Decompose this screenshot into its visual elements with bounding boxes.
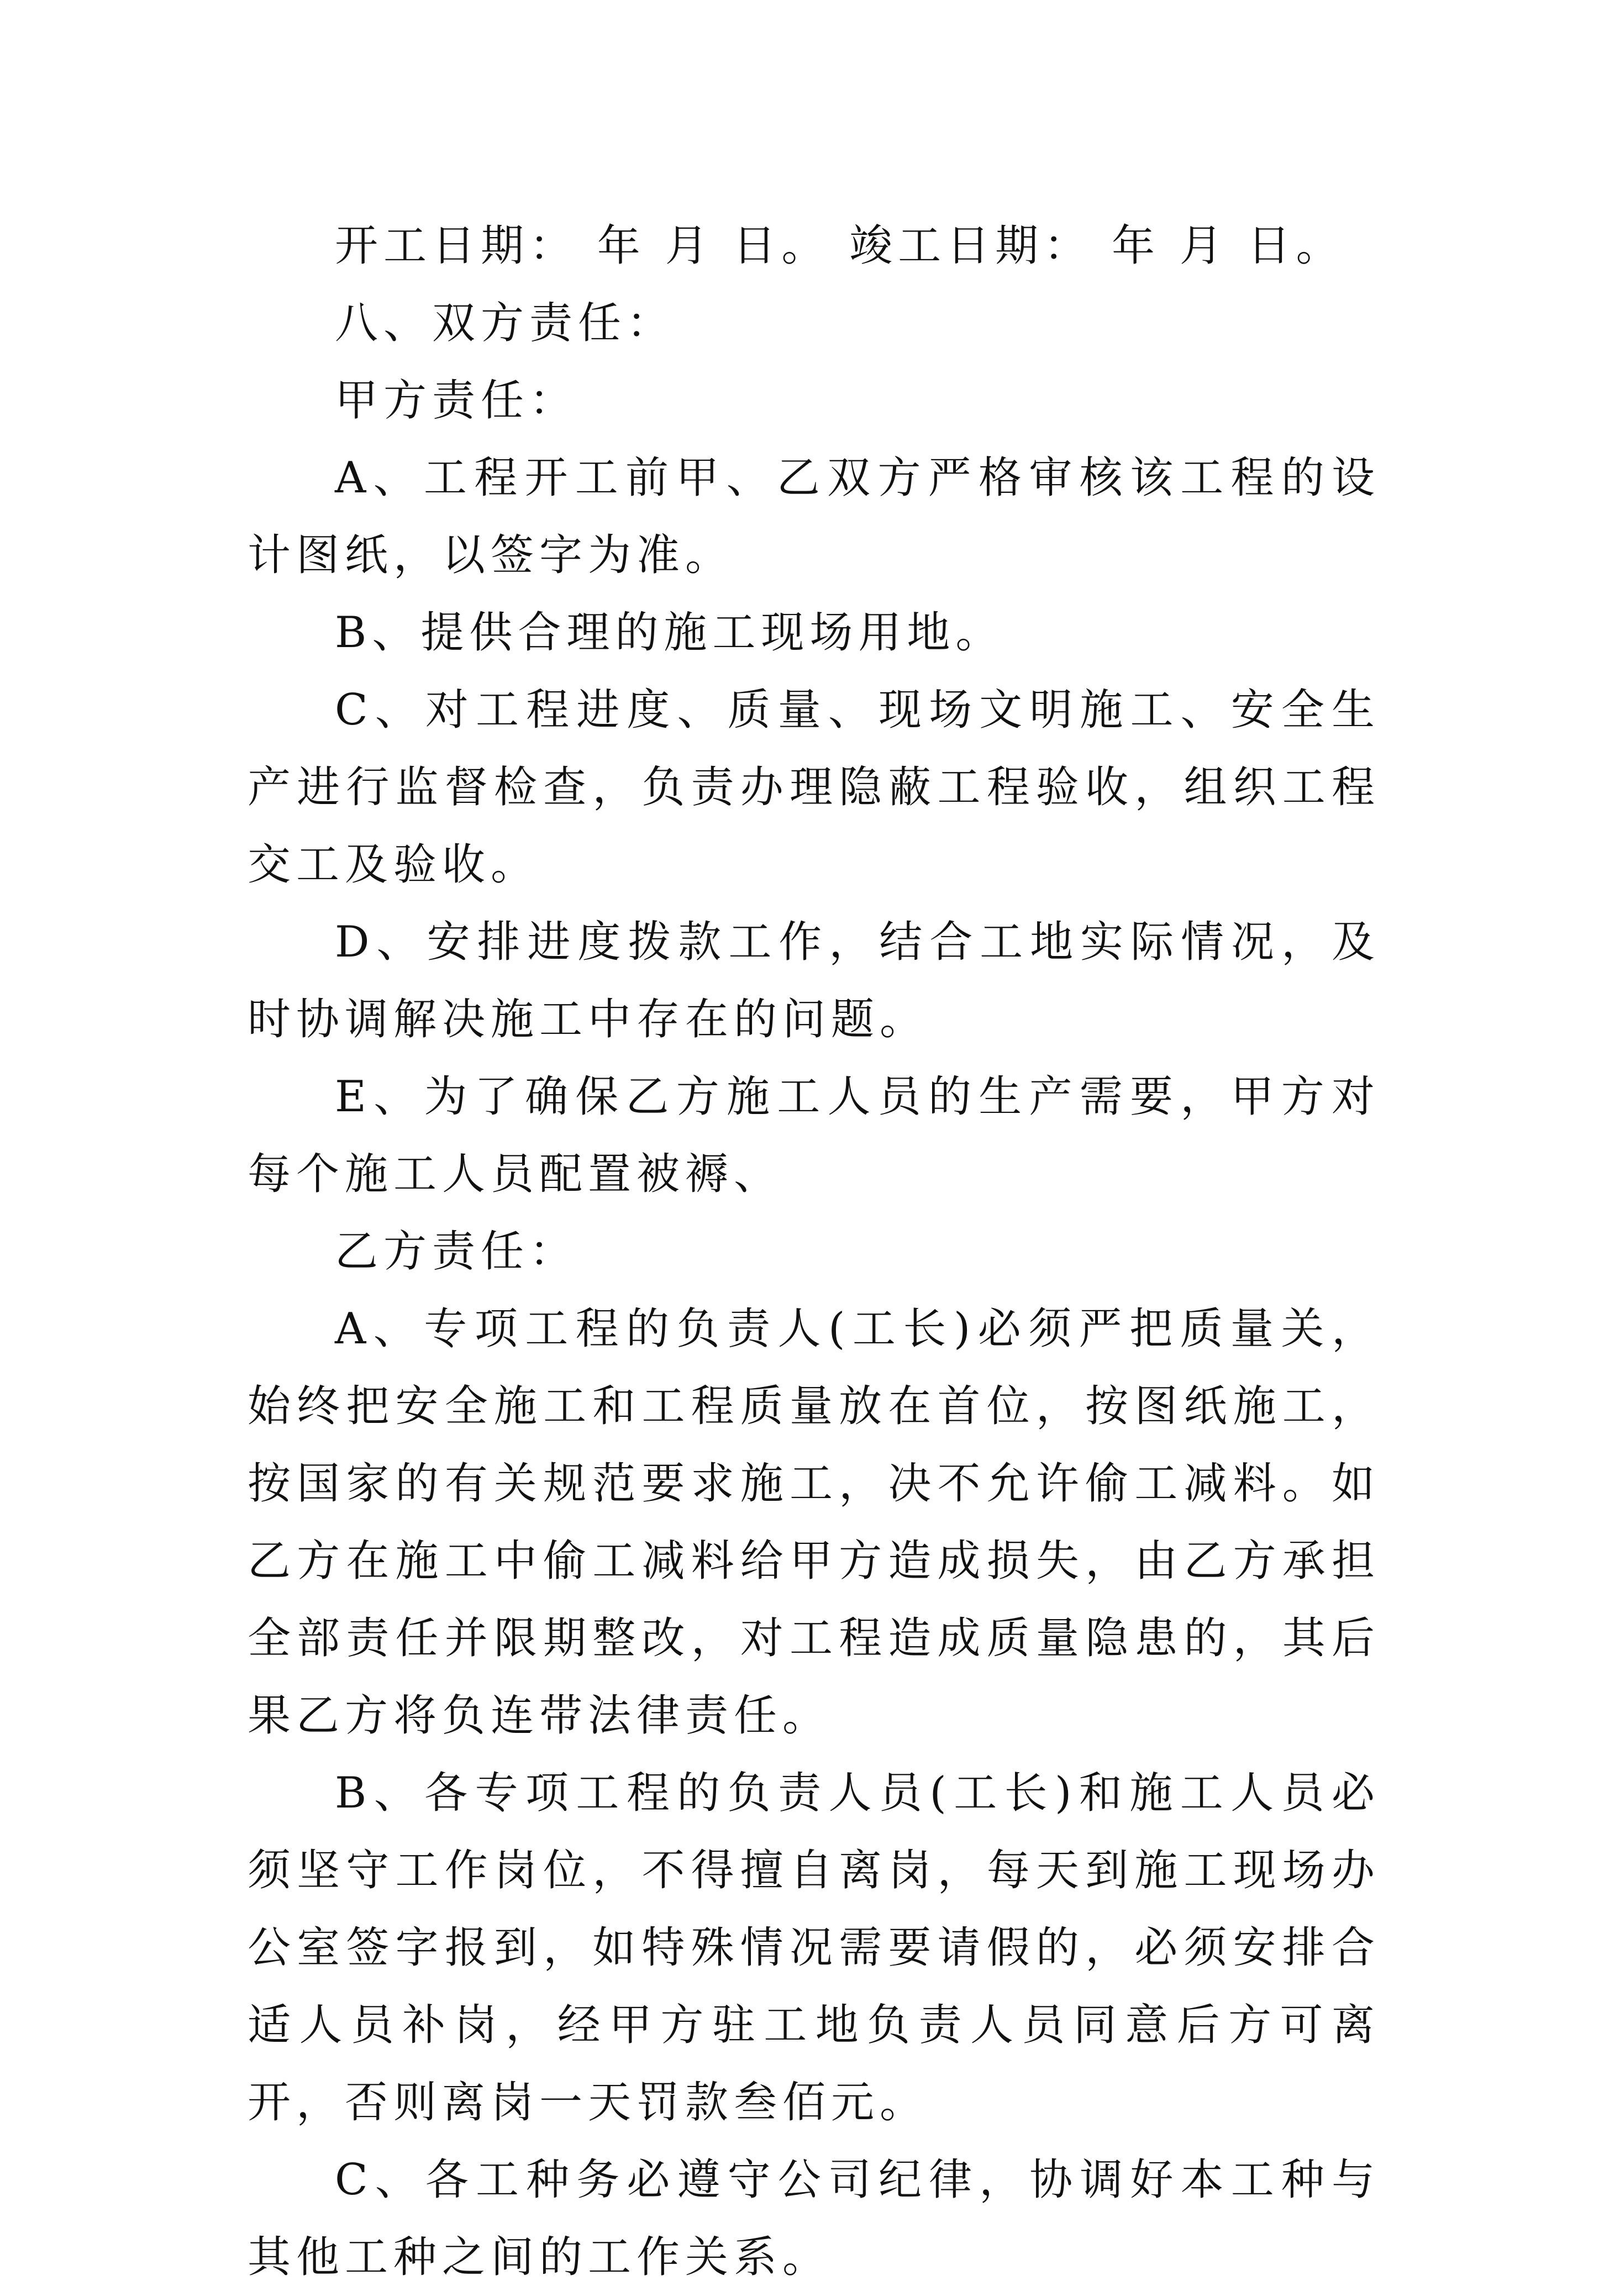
section-heading-responsibilities: 八、双方责任： [335, 298, 676, 348]
party-a-item-d: D、安排进度拨款工作，结合工地实际情况，及时协调解决施工中存在的问题。 [248, 917, 1380, 1044]
party-b-item-c: C、各工种务必遵守公司纪律，协调好本工种与其他工种之间的工作关系。 [248, 2155, 1380, 2282]
party-a-heading: 甲方责任： [335, 376, 578, 425]
contract-text [248, 207, 1380, 2296]
party-b-item-a: A、专项工程的负责人(工长)必须严把质量关，始终把安全施工和工程质量放在首位，按图纸施工，按国家的有关规范要求施工，决不允许偷工减料。如乙方在施工中偷工减料给甲方造成损失，由乙方承担全部责任并限期整改，对工程造成质量隐患的，其后果乙方将负连带法律责任。 [248, 1304, 1380, 1741]
dates-line: 开工日期： 年 月 日。 竣工日期： 年 月 日。 [335, 221, 1345, 271]
party-a-item-a: A、工程开工前甲、乙双方严格审核该工程的设计图纸，以签字为准。 [248, 453, 1380, 580]
party-b-heading: 乙方责任： [335, 1227, 578, 1276]
party-b-item-b: B、各专项工程的负责人员(工长)和施工人员必须坚守工作岗位，不得擅自离岗，每天到施工现场办公室签字报到，如特殊情况需要请假的，必须安排合适人员补岗，经甲方驻工地负责人员同意后方可离开，否则离岗一天罚款叁佰元。 [248, 1768, 1380, 2127]
party-a-item-c: C、对工程进度、质量、现场文明施工、安全生产进行监督检查，负责办理隐蔽工程验收，组织工程交工及验收。 [248, 685, 1380, 890]
party-a-item-b: B、提供合理的施工现场用地。 [335, 608, 1004, 658]
party-a-item-e: E、为了确保乙方施工人员的生产需要，甲方对每个施工人员配置被褥、 [248, 1072, 1380, 1199]
